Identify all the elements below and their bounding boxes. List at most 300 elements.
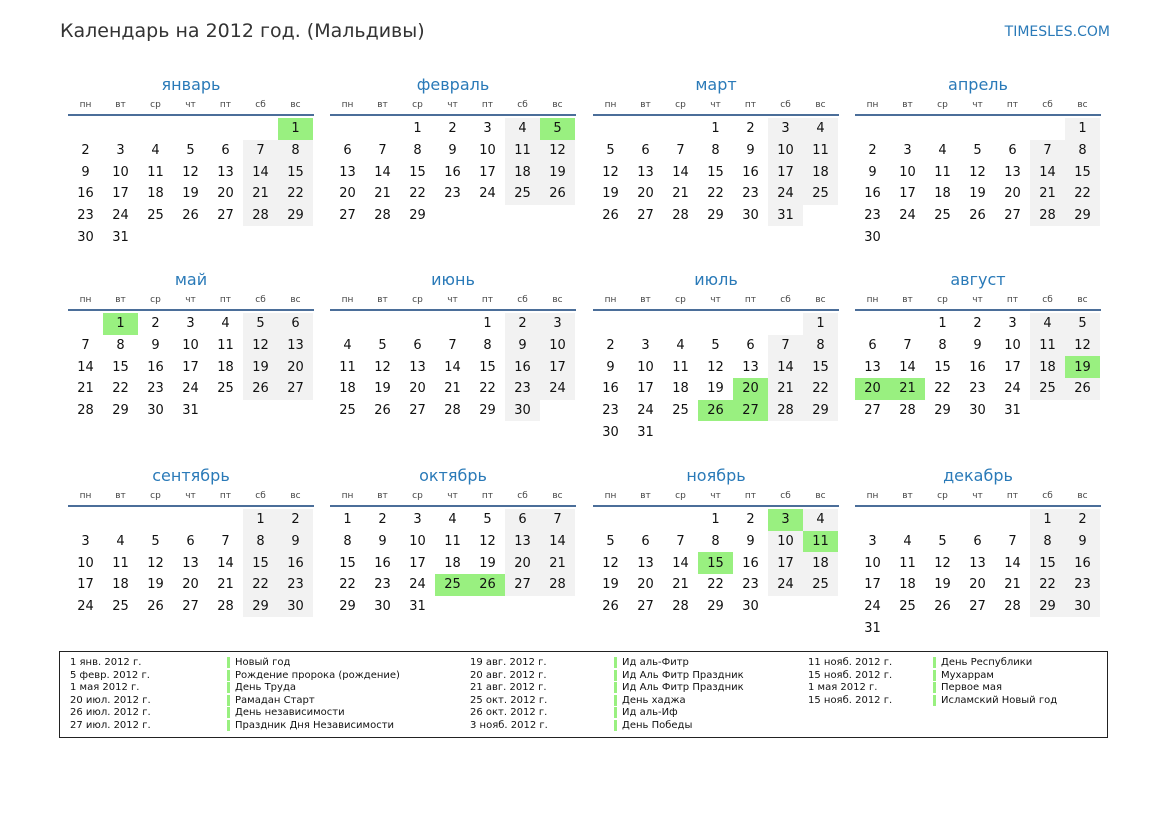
weekday-header	[68, 291, 314, 309]
day-cell: 6	[343, 143, 352, 159]
legend-date: 1 мая 2012 г.	[808, 682, 878, 694]
day-empty	[593, 313, 628, 335]
month-divider	[330, 505, 576, 507]
day-cell: 20	[1004, 186, 1021, 202]
month-name: март	[695, 75, 737, 94]
day-cell: 25	[803, 574, 838, 596]
day-cell: 2	[746, 121, 755, 137]
weekday-label: вс	[1077, 100, 1088, 110]
month-divider	[855, 114, 1101, 116]
day-cell: 16	[77, 186, 94, 202]
day-empty	[68, 313, 103, 335]
day-empty	[733, 313, 768, 335]
legend-holiday-name	[933, 670, 1057, 683]
day-empty	[960, 118, 995, 140]
day-cell: 28	[77, 403, 94, 419]
day-cell: 8	[343, 534, 352, 550]
day-cell: 29	[339, 599, 356, 615]
day-cell: 8	[803, 335, 838, 357]
day-cell: 4	[116, 534, 125, 550]
weekday-label: пн	[341, 491, 354, 501]
weekday-label: сб	[1042, 295, 1053, 305]
weekday-label: пт	[1006, 491, 1019, 501]
weekday-label: сб	[255, 100, 266, 110]
day-cell-holiday: 3	[768, 509, 803, 531]
day-cell: 11	[505, 140, 540, 162]
month-divider	[68, 114, 314, 116]
legend-date: 15 нояб. 2012 г.	[808, 694, 893, 706]
day-cell: 17	[899, 186, 916, 202]
day-cell: 3	[186, 316, 195, 332]
day-cell: 19	[969, 186, 986, 202]
day-cell: 13	[217, 164, 234, 180]
day-cell: 18	[505, 161, 540, 183]
day-cell: 10	[479, 143, 496, 159]
day-cell: 15	[409, 164, 426, 180]
weekday-label: вт	[640, 491, 651, 501]
day-cell: 4	[343, 338, 352, 354]
weekday-label: пт	[219, 100, 232, 110]
weekday-label: чт	[710, 100, 721, 110]
day-cell: 24	[1004, 381, 1021, 397]
day-cell: 20	[969, 577, 986, 593]
day-cell: 30	[1065, 596, 1100, 618]
legend-date: 19 авг. 2012 г.	[470, 657, 547, 668]
day-cell: 12	[243, 335, 278, 357]
day-cell: 25	[112, 599, 129, 615]
day-cell: 13	[637, 555, 654, 571]
legend-date: 1 янв. 2012 г.	[70, 657, 142, 668]
day-empty	[698, 313, 733, 335]
day-cell: 3	[768, 118, 803, 140]
day-cell: 27	[864, 403, 881, 419]
day-cell: 28	[444, 403, 461, 419]
day-cell: 9	[151, 338, 160, 354]
day-cell: 3	[81, 534, 90, 550]
day-cell: 22	[339, 577, 356, 593]
day-cell: 17	[479, 164, 496, 180]
weekday-label: сб	[780, 100, 791, 110]
weekday-label: пн	[604, 491, 617, 501]
day-cell: 22	[707, 577, 724, 593]
day-cell: 24	[77, 599, 94, 615]
day-cell: 29	[409, 208, 426, 224]
legend-holiday-label: Новый год	[227, 657, 290, 668]
day-cell: 25	[339, 403, 356, 419]
day-cell: 2	[378, 512, 387, 528]
holiday-legend	[59, 651, 1108, 738]
day-cell: 10	[864, 555, 881, 571]
day-cell: 9	[505, 335, 540, 357]
day-cell: 10	[899, 164, 916, 180]
month-days	[855, 118, 1101, 248]
day-cell: 17	[864, 577, 881, 593]
day-cell: 9	[746, 534, 755, 550]
legend-date: 26 окт. 2012 г.	[470, 707, 548, 719]
weekday-label: чт	[447, 100, 458, 110]
day-cell: 5	[1065, 313, 1100, 335]
day-empty	[173, 118, 208, 140]
legend-holiday-label: День Труда	[227, 682, 296, 693]
day-cell: 13	[1004, 164, 1021, 180]
day-cell: 8	[938, 338, 947, 354]
day-cell: 2	[1065, 509, 1100, 531]
day-cell: 1	[413, 121, 422, 137]
day-cell: 21	[444, 381, 461, 397]
day-cell: 8	[483, 338, 492, 354]
day-cell: 7	[378, 143, 387, 159]
day-cell-holiday: 26	[470, 574, 505, 596]
day-cell: 12	[934, 555, 951, 571]
day-cell: 15	[278, 161, 313, 183]
day-cell: 29	[1065, 205, 1100, 227]
day-cell: 30	[742, 599, 759, 615]
day-cell: 2	[448, 121, 457, 137]
legend-holiday-label: Ид аль-Фитр	[614, 657, 689, 668]
weekday-label: чт	[710, 295, 721, 305]
day-empty	[663, 509, 698, 531]
day-cell-holiday: 1	[103, 313, 138, 335]
weekday-label: чт	[972, 295, 983, 305]
day-cell: 25	[934, 208, 951, 224]
weekday-header	[68, 487, 314, 505]
day-cell: 19	[479, 555, 496, 571]
day-cell: 23	[1065, 574, 1100, 596]
day-cell: 28	[768, 400, 803, 422]
day-cell: 6	[973, 534, 982, 550]
month-5	[68, 269, 314, 421]
day-cell: 25	[147, 208, 164, 224]
day-cell: 7	[221, 534, 230, 550]
weekday-label: ср	[412, 491, 423, 501]
month-name: январь	[161, 75, 221, 94]
weekday-header	[330, 291, 576, 309]
day-cell: 14	[672, 164, 689, 180]
legend-holiday-name	[614, 720, 744, 733]
day-empty	[925, 118, 960, 140]
weekday-header	[68, 96, 314, 114]
day-cell: 24	[899, 208, 916, 224]
day-empty	[138, 509, 173, 531]
month-name: май	[174, 270, 208, 289]
weekday-label: ср	[937, 100, 948, 110]
day-cell: 28	[672, 599, 689, 615]
day-cell: 29	[1030, 596, 1065, 618]
weekday-header	[855, 291, 1101, 309]
day-cell: 10	[182, 338, 199, 354]
day-cell: 26	[540, 183, 575, 205]
day-empty	[208, 118, 243, 140]
day-cell: 4	[221, 316, 230, 332]
day-cell: 14	[672, 555, 689, 571]
day-cell: 1	[803, 313, 838, 335]
day-empty	[663, 313, 698, 335]
day-cell: 19	[934, 577, 951, 593]
day-empty	[925, 509, 960, 531]
weekday-label: вс	[1077, 491, 1088, 501]
day-cell: 10	[768, 531, 803, 553]
day-cell: 1	[483, 316, 492, 332]
day-cell: 4	[448, 512, 457, 528]
day-cell: 28	[243, 205, 278, 227]
day-cell: 18	[1030, 356, 1065, 378]
legend-holiday-name	[227, 707, 400, 720]
day-cell: 28	[899, 403, 916, 419]
day-cell: 23	[444, 186, 461, 202]
day-cell: 13	[864, 359, 881, 375]
day-empty	[330, 118, 365, 140]
weekday-label: сб	[517, 491, 528, 501]
day-cell-holiday: 19	[1065, 356, 1100, 378]
day-cell: 13	[409, 359, 426, 375]
day-cell: 16	[864, 186, 881, 202]
day-cell: 3	[903, 143, 912, 159]
day-empty	[103, 509, 138, 531]
legend-date: 15 нояб. 2012 г.	[808, 669, 893, 681]
day-cell: 5	[243, 313, 278, 335]
day-cell: 30	[742, 208, 759, 224]
day-cell: 1	[711, 121, 720, 137]
day-cell: 21	[672, 577, 689, 593]
weekday-label: сб	[1042, 100, 1053, 110]
legend-date: 21 авг. 2012 г.	[470, 682, 547, 694]
month-11	[593, 465, 839, 617]
day-cell: 16	[278, 552, 313, 574]
day-cell: 27	[409, 403, 426, 419]
weekday-label: пн	[866, 100, 879, 110]
legend-holiday-name	[227, 657, 400, 670]
legend-date: 1 мая 2012 г.	[70, 682, 140, 694]
legend-holiday-label: Рамадан Старт	[227, 695, 315, 706]
weekday-label: сб	[780, 295, 791, 305]
day-cell: 27	[505, 574, 540, 596]
day-empty	[330, 313, 365, 335]
day-cell: 4	[676, 338, 685, 354]
day-empty	[663, 118, 698, 140]
month-days	[68, 118, 314, 248]
day-cell: 12	[1065, 335, 1100, 357]
day-cell: 4	[803, 509, 838, 531]
day-cell-holiday: 5	[540, 118, 575, 140]
day-empty	[995, 509, 1030, 531]
weekday-label: вт	[902, 295, 913, 305]
day-cell: 20	[217, 186, 234, 202]
day-cell: 29	[243, 596, 278, 618]
weekday-label: ср	[150, 100, 161, 110]
weekday-label: пт	[481, 100, 494, 110]
day-cell: 8	[278, 140, 313, 162]
day-cell: 22	[409, 186, 426, 202]
weekday-label: пн	[79, 295, 92, 305]
day-cell: 9	[973, 338, 982, 354]
day-cell: 20	[637, 577, 654, 593]
site-link[interactable]: TIMESLES.COM	[1004, 24, 1110, 40]
weekday-label: чт	[185, 491, 196, 501]
legend-holiday-label: Первое мая	[933, 682, 1002, 693]
day-cell: 8	[1065, 140, 1100, 162]
weekday-label: вс	[290, 100, 301, 110]
day-cell: 1	[343, 512, 352, 528]
legend-holiday-name	[614, 707, 744, 720]
day-cell: 21	[243, 183, 278, 205]
day-cell: 15	[243, 552, 278, 574]
weekday-label: вс	[1077, 295, 1088, 305]
day-cell: 31	[409, 599, 426, 615]
day-cell: 25	[899, 599, 916, 615]
day-cell-holiday: 1	[278, 118, 313, 140]
day-cell: 18	[217, 359, 234, 375]
weekday-label: пт	[1006, 100, 1019, 110]
day-cell: 12	[969, 164, 986, 180]
day-cell: 1	[243, 509, 278, 531]
day-cell: 8	[1030, 531, 1065, 553]
day-cell: 21	[1004, 577, 1021, 593]
month-days	[330, 509, 576, 617]
day-cell: 17	[77, 577, 94, 593]
weekday-label: пт	[1006, 295, 1019, 305]
legend-holiday-name	[227, 695, 400, 708]
day-empty	[768, 313, 803, 335]
month-3	[593, 74, 839, 226]
day-cell: 20	[637, 186, 654, 202]
legend-date: 20 июл. 2012 г.	[70, 694, 151, 706]
day-empty	[365, 118, 400, 140]
day-cell: 5	[711, 338, 720, 354]
day-cell: 22	[112, 381, 129, 397]
weekday-label: пт	[219, 295, 232, 305]
month-days	[68, 313, 314, 421]
day-cell: 7	[81, 338, 90, 354]
day-cell: 17	[112, 186, 129, 202]
day-cell: 26	[243, 378, 278, 400]
day-cell: 30	[278, 596, 313, 618]
day-cell: 12	[374, 359, 391, 375]
legend-holiday-name	[614, 670, 744, 683]
day-cell: 15	[339, 555, 356, 571]
day-cell: 24	[768, 183, 803, 205]
day-cell: 13	[182, 555, 199, 571]
month-divider	[68, 505, 314, 507]
day-cell: 14	[768, 356, 803, 378]
day-cell: 10	[637, 359, 654, 375]
day-cell: 17	[182, 359, 199, 375]
day-cell: 7	[1030, 140, 1065, 162]
day-cell: 2	[746, 512, 755, 528]
day-cell: 22	[803, 378, 838, 400]
day-cell: 28	[1030, 205, 1065, 227]
day-cell: 21	[672, 186, 689, 202]
day-cell-holiday: 27	[733, 400, 768, 422]
day-cell: 27	[339, 208, 356, 224]
day-cell: 7	[448, 338, 457, 354]
day-cell: 12	[602, 164, 619, 180]
day-empty	[173, 509, 208, 531]
day-cell: 23	[602, 403, 619, 419]
weekday-label: вс	[815, 295, 826, 305]
day-cell: 13	[637, 164, 654, 180]
day-cell-holiday: 15	[698, 552, 733, 574]
day-cell: 9	[278, 531, 313, 553]
weekday-label: ср	[937, 295, 948, 305]
day-cell: 6	[868, 338, 877, 354]
day-cell: 20	[505, 552, 540, 574]
day-cell: 8	[413, 143, 422, 159]
legend-holiday-label: Мухаррам	[933, 670, 994, 681]
day-cell: 15	[803, 356, 838, 378]
weekday-label: вт	[115, 100, 126, 110]
day-cell: 5	[378, 338, 387, 354]
day-cell: 2	[606, 338, 615, 354]
day-cell: 16	[505, 356, 540, 378]
day-cell: 11	[217, 338, 234, 354]
month-days	[68, 509, 314, 617]
month-divider	[68, 309, 314, 311]
legend-date: 27 июл. 2012 г.	[70, 719, 151, 731]
day-cell: 29	[707, 599, 724, 615]
weekday-label: пт	[744, 491, 757, 501]
day-cell: 18	[339, 381, 356, 397]
weekday-label: сб	[255, 491, 266, 501]
weekday-label: пн	[866, 491, 879, 501]
day-cell: 27	[278, 378, 313, 400]
day-cell-holiday: 20	[855, 378, 890, 400]
day-cell: 17	[1004, 359, 1021, 375]
day-cell: 23	[864, 208, 881, 224]
day-empty	[855, 118, 890, 140]
day-cell: 14	[374, 164, 391, 180]
day-cell: 9	[448, 143, 457, 159]
month-days	[855, 313, 1101, 421]
day-cell: 7	[1008, 534, 1017, 550]
day-cell: 23	[742, 577, 759, 593]
day-cell: 29	[803, 400, 838, 422]
legend-holiday-name	[933, 695, 1057, 708]
weekday-label: вс	[552, 491, 563, 501]
day-cell: 31	[182, 403, 199, 419]
day-cell: 23	[374, 577, 391, 593]
day-cell: 2	[151, 316, 160, 332]
day-cell: 14	[444, 359, 461, 375]
day-cell: 4	[151, 143, 160, 159]
day-cell: 16	[602, 381, 619, 397]
day-cell: 5	[483, 512, 492, 528]
legend-holiday-label: День независимости	[227, 707, 345, 718]
day-cell: 26	[1065, 378, 1100, 400]
day-empty	[890, 313, 925, 335]
day-cell: 21	[374, 186, 391, 202]
day-empty	[1030, 118, 1065, 140]
day-cell: 6	[413, 338, 422, 354]
day-cell: 30	[77, 229, 94, 245]
day-cell: 14	[1004, 555, 1021, 571]
legend-holiday-name	[227, 682, 400, 695]
day-cell: 10	[409, 534, 426, 550]
day-cell: 21	[1030, 183, 1065, 205]
day-cell: 26	[147, 599, 164, 615]
day-cell: 1	[938, 316, 947, 332]
weekday-label: чт	[710, 491, 721, 501]
weekday-label: вс	[815, 100, 826, 110]
day-cell: 19	[540, 161, 575, 183]
legend-date: 3 нояб. 2012 г.	[470, 719, 548, 731]
day-cell: 19	[707, 381, 724, 397]
day-empty	[208, 509, 243, 531]
month-days	[593, 118, 839, 226]
day-cell: 7	[540, 509, 575, 531]
day-cell: 4	[903, 534, 912, 550]
day-cell: 6	[641, 143, 650, 159]
day-cell: 11	[147, 164, 164, 180]
